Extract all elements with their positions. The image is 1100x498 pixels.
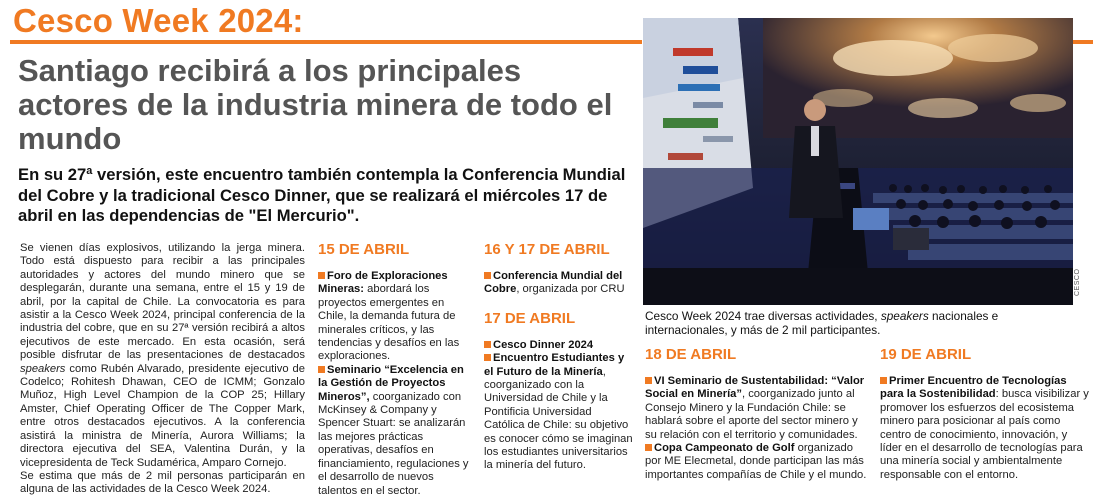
item-title: VI Seminario de Sustentabilidad: “Valor Social en Minería” — [645, 375, 865, 401]
bullet-square-icon — [318, 272, 325, 279]
section-kicker: Cesco Week 2024: — [13, 2, 304, 39]
date-heading: 18 DE ABRIL — [645, 346, 737, 363]
item-title: Cesco Dinner 2024 — [493, 338, 594, 351]
item-text: , organizada por CRU — [516, 283, 625, 296]
photo-caption — [645, 309, 1065, 337]
conference-photo — [643, 18, 1073, 305]
article-dek: En su 27ª versión, este encuentro también contempla la Conferencia Mundial del Cobre y la tradicional Cesco Dinner, que se realizará el miércoles 17 de abril en las dependencias de "El Mercurio". — [18, 165, 626, 225]
bullet-square-icon — [484, 272, 491, 279]
item-text: organizado por ME Elecmetal, donde participan las más importantes compañías de Chile y el mundo. — [645, 442, 867, 481]
schedule-item — [484, 339, 634, 352]
item-title: Conferencia Mundial del Cobre — [484, 270, 623, 296]
date-heading: 17 DE ABRIL — [484, 309, 576, 327]
schedule-item — [645, 375, 867, 442]
body-paragraph-2: como Rubén Alvarado, presidente ejecutivo de Codelco; Rohitesh Dhawan, CEO de ICMM; Gonzalo Muñoz, High Level Champion de la COP 25; Hillary Amster, Chief Operating Officer de The Copper Mark, entre otros destacados ejecutivos. A la conferencia asistirá la ministra de Minería, Aurora Williams; la directora ejecutiva del SEA, Valentina Durán, y la vicepresidenta de Teck Sudamérica, Amparo Cornejo. — [20, 362, 305, 469]
caption-text-2: nacionales e internacionales, y más de 2 mil participantes. — [645, 309, 999, 337]
item-text: coorganizado con McKinsey & Company y Spencer Stuart: se analizarán las mejores prácticas operativas, desafíos en financiamiento, regulaciones y el desarrollo de nuevos talentos en el sector. — [318, 390, 469, 497]
article-body — [20, 242, 305, 497]
schedule-item — [318, 270, 470, 364]
body-paragraph-1: Se vienen días explosivos, utilizando la jerga minera. Todo está dispuesto para recibir a las principales autoridades y actores del mundo minero que se desplegarán, durante una semana, entre el 15 y 19 de abril, por la capital de Chile. La convocatoria es para asistir a la Cesco Week 2024, principal conferencia de la industria del cobre, que en su 27ª versión recibirá a altos ejecutivos de este mercado. En esta ocasión, será posible disfrutar de las presentaciones de destacados — [20, 242, 305, 362]
item-title: Foro de Exploraciones Mineras: — [318, 270, 448, 296]
item-text: abordará los proyectos emergentes en Chile, la demanda futura de minerales críticos, y las tendencias y desafíos en las exploraciones. — [318, 283, 460, 363]
schedule-item — [645, 442, 867, 482]
bullet-square-icon — [645, 444, 652, 451]
schedule-day-18 — [645, 346, 867, 482]
bullet-square-icon — [318, 366, 325, 373]
orange-rule-right — [1073, 40, 1093, 44]
schedule-day-19 — [880, 346, 1090, 482]
item-title: Copa Campeonato de Golf — [654, 442, 795, 455]
item-title: Encuentro Estudiantes y el Futuro de la Minería — [484, 352, 625, 378]
schedule-item — [880, 375, 1090, 482]
bullet-square-icon — [880, 377, 887, 384]
body-paragraph-3: Se estima que más de 2 mil personas participarán en alguna de las actividades de la Cesco Week 2024. — [20, 469, 305, 496]
item-text: , coorganizado junto al Consejo Minero y la Fundación Chile: se hablará sobre el aporte del sector minero y su relación con el territorio y comunidades. — [645, 388, 858, 441]
photo-credit: CESCO — [1074, 268, 1081, 296]
item-text: , coorganizado con la Universidad de Chile y la Pontificia Universidad Católica de Chile: su objetivo es conocer cómo se imaginan los estudiantes universitarios la minería del futuro. — [484, 365, 633, 472]
date-heading: 15 DE ABRIL — [318, 241, 410, 258]
schedule-item — [318, 364, 470, 498]
schedule-day-15 — [318, 241, 470, 498]
body-emphasis-speakers: speakers — [20, 362, 66, 375]
item-title: Seminario “Excelencia en la Gestión de Proyectos Mineros”, — [318, 363, 464, 403]
bullet-square-icon — [484, 354, 491, 361]
date-heading: 16 Y 17 DE ABRIL — [484, 241, 610, 258]
bullet-square-icon — [484, 341, 491, 348]
schedule-item — [484, 270, 634, 297]
schedule-item — [484, 352, 634, 473]
schedule-day-16-17 — [484, 241, 634, 473]
item-title: Primer Encuentro de Tecnologías para la Sostenibilidad — [880, 375, 1067, 401]
caption-emphasis: speakers — [880, 309, 929, 323]
caption-text: Cesco Week 2024 trae diversas actividades, — [645, 309, 878, 323]
orange-rule-left — [10, 40, 642, 44]
bullet-square-icon — [645, 377, 652, 384]
article-headline: Santiago recibirá a los principales actores de la industria minera de todo el mundo — [18, 53, 613, 156]
date-heading: 19 DE ABRIL — [880, 346, 972, 363]
item-text: : busca visibilizar y promover los esfuerzos del ecosistema minero para posicionar al país como centro de conocimiento, innovación, y líder en el desarrollo de tecnologías para una minería social y ambientalmente responsable con el entorno. — [880, 388, 1089, 481]
